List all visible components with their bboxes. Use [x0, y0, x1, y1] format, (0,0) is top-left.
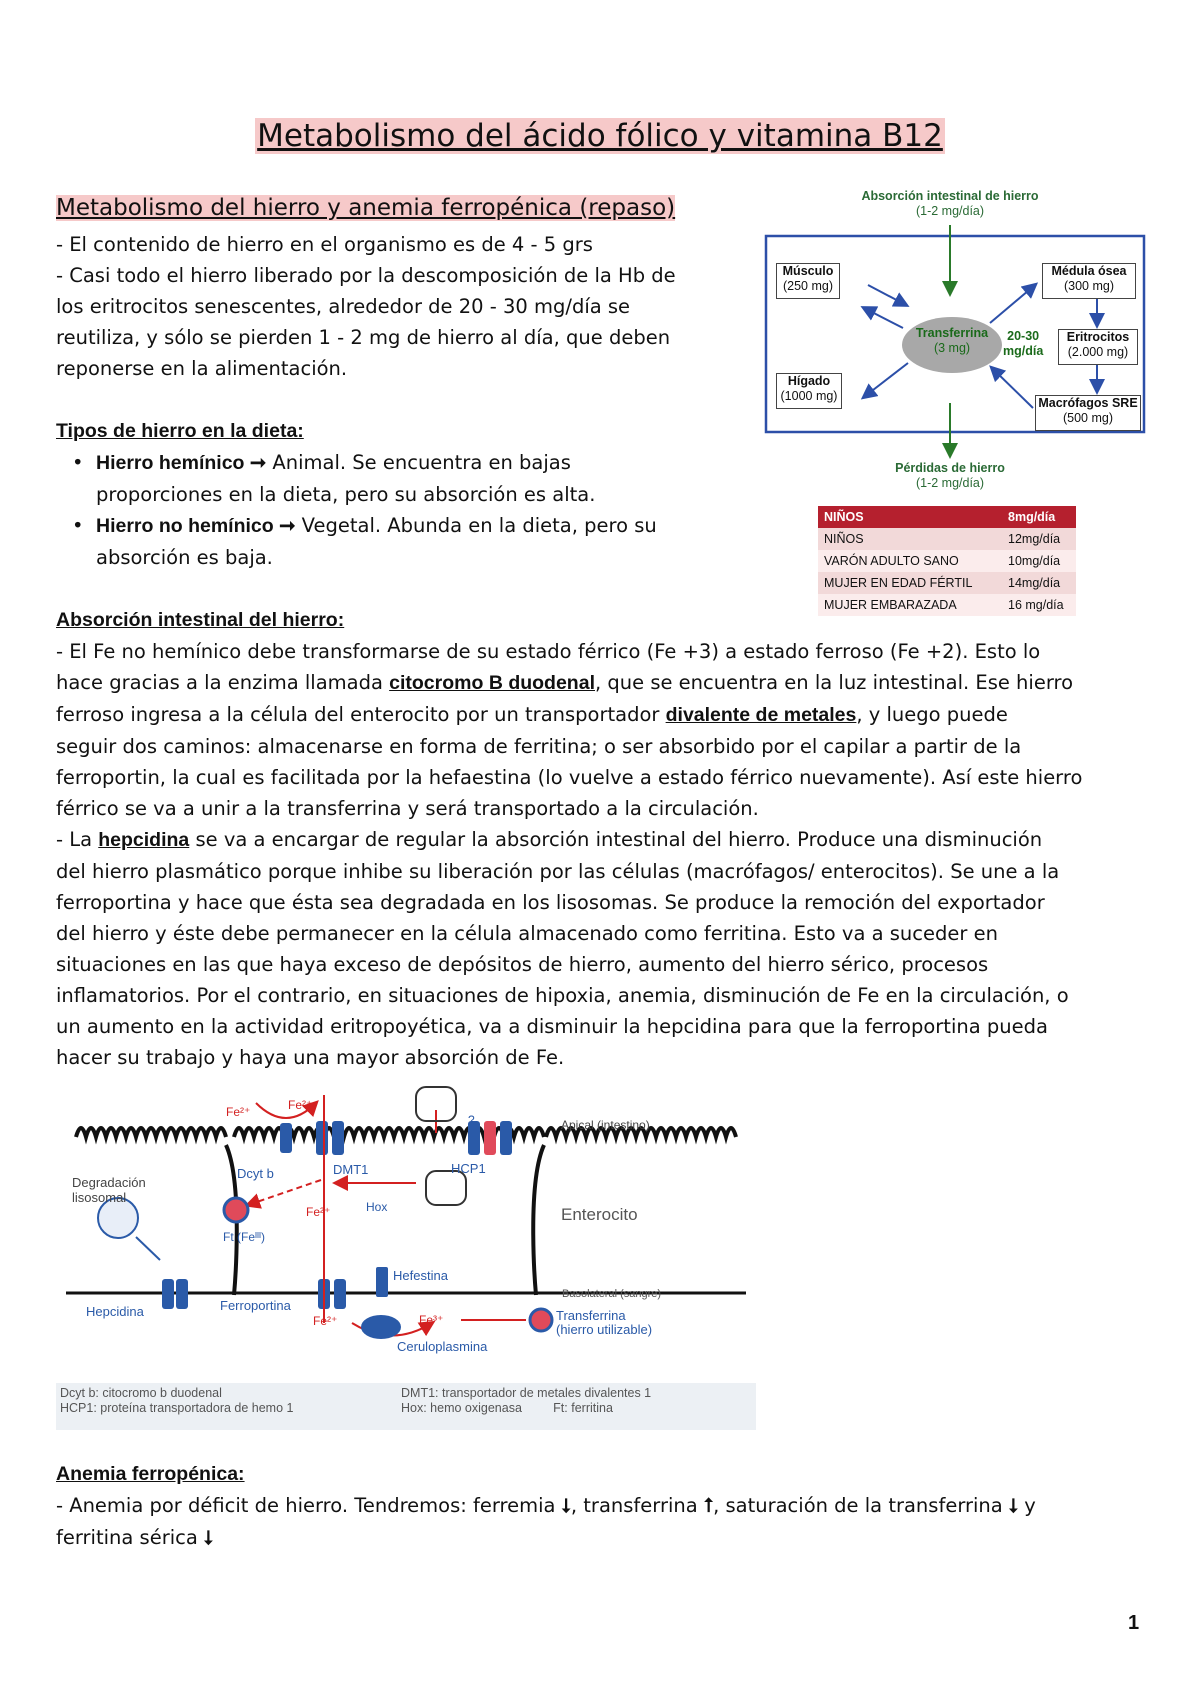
text-run: hace gracias a la enzima llamada [56, 671, 390, 694]
box-label: Hígado [787, 374, 831, 388]
absorcion-section [56, 604, 1166, 1073]
paragraph-line: reutiliza, y sólo se pierden 1 - 2 mg de hierro al día, que deben [56, 326, 671, 349]
basolateral-label: Basolateral (sangre) [562, 1288, 662, 1300]
down-arrow-icon: ⭣ [561, 1495, 571, 1517]
text-run: ferroso ingresa a la célula del enterocito por un transportador [56, 703, 666, 726]
table-row [818, 550, 1076, 572]
degradation-text: Degradación [72, 1175, 146, 1190]
transferrin-label [556, 1309, 652, 1337]
text-run: , que se encuentra en la luz intestinal. Ese hierro [595, 671, 1074, 694]
node-label: Transferrina [915, 326, 989, 340]
iron-cycle-diagram [760, 183, 1150, 493]
item-bold: Hierro no hemínico ➞ [96, 515, 296, 537]
legend-item: HCP1: proteína transportadora de hemo 1 [60, 1401, 294, 1415]
ceruloplasmin-label: Ceruloplasmina [397, 1339, 488, 1354]
table-cell: 10mg/día [1008, 554, 1061, 568]
text-run: - La [56, 828, 99, 851]
ferritin-label: Ft (Feᴵᴵᴵ) [223, 1230, 266, 1244]
rate-unit: mg/día [1003, 344, 1044, 358]
paragraph-line: seguir dos caminos: almacenarse en forma de ferritina; o ser absorbido por el capilar a partir de la [56, 735, 1022, 758]
tipos-heading: Tipos de hierro en la dieta: [56, 420, 304, 442]
box-value: (2.000 mg) [1067, 345, 1129, 359]
enterocyte-diagram [56, 1075, 756, 1430]
paragraph-line: situaciones en las que haya exceso de depósitos de hierro, aumento del hierro sérico, procesos [56, 953, 989, 976]
bold-term: citocromo B duodenal [389, 672, 595, 694]
iron-needs-table [818, 506, 1076, 616]
absorption-label [840, 189, 1060, 219]
legend-right [401, 1386, 756, 1416]
bold-term: divalente de metales [665, 704, 857, 726]
legend-item: Hox: hemo oxigenasa [401, 1401, 522, 1415]
losses-label [860, 461, 1040, 491]
table-row [818, 594, 1076, 616]
paragraph-line: ferroportin, la cual es facilitada por la hefaestina (lo vuelve a estado férrico nuevamente). Así este hierro [56, 766, 1083, 789]
list-item-cont: proporciones en la dieta, pero su absorción es alta. [96, 483, 596, 506]
absorption-title: Absorción intestinal de hierro [861, 189, 1039, 203]
paragraph-line: inflamatorios. Por el contrario, en situaciones de hipoxia, anemia, disminución de Fe en la circulación, o [56, 984, 1069, 1007]
question-label: ? [468, 1113, 475, 1127]
macrofagos-box [1035, 395, 1141, 431]
table-cell: VARÓN ADULTO SANO [824, 554, 959, 568]
table-row [818, 506, 1076, 528]
paragraph-line [56, 699, 1166, 731]
absorption-sub: (1-2 mg/día) [915, 204, 985, 218]
paragraph-line: hacer su trabajo y haya una mayor absorción de Fe. [56, 1046, 565, 1069]
medula-box [1042, 263, 1136, 299]
down-arrow-icon: ⭣ [204, 1527, 214, 1549]
paragraph-line: reponerse en la alimentación. [56, 357, 348, 380]
table-cell: MUJER EN EDAD FÉRTIL [824, 576, 973, 590]
hox-label: Hox [366, 1200, 388, 1214]
box-label: Músculo [782, 264, 834, 278]
text-run: se va a encargar de regular la absorción intestinal del hierro. Produce una disminución [189, 828, 1043, 851]
list-item-cont: absorción es baja. [96, 546, 273, 569]
paragraph-line: los eritrocitos senescentes, alrededor de 20 - 30 mg/día se [56, 295, 631, 318]
fe2-label: Fe²⁺ [313, 1314, 338, 1328]
rate-value: 20-30 [1007, 329, 1040, 343]
table-cell: 8mg/día [1008, 510, 1056, 524]
table-row [818, 572, 1076, 594]
fe2-label: Fe²⁺ [288, 1098, 313, 1112]
paragraph-line: férrico se va a unir a la transferrina y será transportado a la circulación. [56, 797, 759, 820]
dcyt-label: Dcyt b [237, 1166, 274, 1181]
ferroportin-label: Ferroportina [220, 1298, 291, 1313]
tipos-section [56, 415, 756, 573]
text-run: , transferrina [570, 1494, 704, 1517]
paragraph-line: un aumento en la actividad eritropoyética, va a disminuir la hepcidina para que la ferroportina pueda [56, 1015, 1048, 1038]
text-run: - Anemia por déficit de hierro. Tendremos: ferremia [56, 1494, 562, 1517]
apical-label: Apical (intestino) [561, 1118, 650, 1132]
paragraph-line: - El Fe no hemínico debe transformarse de su estado férrico (Fe +3) a estado ferroso (Fe +2). Esto lo [56, 640, 1041, 663]
enterocyte-drawing [56, 1075, 756, 1430]
higado-box [776, 373, 842, 409]
item-text: Animal. Se encuentra en bajas [266, 451, 571, 474]
table-cell: NIÑOS [824, 532, 864, 546]
box-value: (300 mg) [1063, 279, 1115, 293]
text-run: , saturación de la transferrina [713, 1494, 1009, 1517]
paragraph-line: ferroportina y hace que ésta sea degradada en los lisosomas. Se produce la remoción del exportador [56, 891, 1045, 914]
section1-body [56, 229, 736, 384]
transferrin-text: Transferrina [556, 1308, 626, 1323]
hepcidin-label: Hepcidina [86, 1304, 144, 1319]
fe3-label: Fe³⁺ [419, 1313, 444, 1327]
paragraph-line: - Casi todo el hierro liberado por la descomposición de la Hb de [56, 264, 676, 287]
list-item [56, 447, 756, 479]
section-heading-hierro [56, 195, 675, 221]
text-run: , y luego puede [856, 703, 1008, 726]
legend-left [60, 1386, 390, 1416]
table [818, 506, 1076, 616]
box-value: (500 mg) [1062, 411, 1114, 425]
text-run: y [1018, 1494, 1036, 1517]
box-label: Macrófagos SRE [1038, 396, 1138, 410]
hephaestin-label: Hefestina [393, 1268, 448, 1283]
box-label: Eritrocitos [1066, 330, 1130, 344]
box-value: (250 mg) [782, 279, 834, 293]
node-value: (3 mg) [933, 341, 971, 355]
page-number: 1 [1128, 1612, 1140, 1634]
eritrocitos-box [1058, 329, 1138, 365]
losses-title: Pérdidas de hierro [895, 461, 1005, 475]
anemia-heading: Anemia ferropénica: [56, 1463, 245, 1485]
table-row [818, 528, 1076, 550]
item-bold: Hierro hemínico ➞ [96, 452, 267, 474]
paragraph-line [56, 824, 1166, 856]
degradation-label [72, 1175, 146, 1205]
rate-label [1003, 329, 1043, 359]
legend-item: DMT1: transportador de metales divalentes 1 [401, 1386, 652, 1400]
dmt1-label: DMT1 [333, 1162, 369, 1177]
absorcion-heading: Absorción intestinal del hierro: [56, 609, 345, 631]
page-title [0, 118, 1200, 154]
anemia-section [56, 1458, 1166, 1554]
transferrina-node [905, 326, 999, 356]
table-cell: 14mg/día [1008, 576, 1061, 590]
lysosomal-text: lisosomal [72, 1190, 127, 1205]
table-cell: 16 mg/día [1008, 598, 1064, 612]
paragraph-line: del hierro plasmático porque inhibe su liberación por las células (macrófagos/ enterocitos). Se une a la [56, 860, 1060, 883]
section-heading-text: Metabolismo del hierro y anemia ferropénica (repaso) [56, 195, 676, 221]
title-text: Metabolismo del ácido fólico y vitamina B12 [257, 118, 943, 154]
paragraph-line [56, 1522, 1166, 1554]
paragraph-line: - El contenido de hierro en el organismo es de 4 - 5 grs [56, 233, 593, 256]
transferrin-sub: (hierro utilizable) [556, 1322, 653, 1337]
list-item [56, 510, 756, 542]
down-arrow-icon: ⭣ [1008, 1495, 1019, 1517]
paragraph-line [56, 667, 1166, 699]
fe2-label: Fe²⁺ [226, 1105, 251, 1119]
up-arrow-icon: ⭡ [703, 1495, 714, 1517]
paragraph-line [56, 1490, 1166, 1522]
box-value: (1000 mg) [780, 389, 838, 403]
hcp1-label: HCP1 [451, 1161, 486, 1176]
enterocyte-label: Enterocito [561, 1205, 638, 1224]
table-cell: MUJER EMBARAZADA [824, 598, 957, 612]
table-cell: NIÑOS [824, 510, 864, 524]
fe2-label: Fe²⁺ [306, 1205, 331, 1219]
legend-item: Dcyt b: citocromo b duodenal [60, 1386, 222, 1400]
losses-sub: (1-2 mg/día) [915, 476, 985, 490]
paragraph-line: del hierro y éste debe permanecer en la célula almacenado como ferritina. Esto va a suceder en [56, 922, 998, 945]
bold-term: hepcidina [98, 829, 190, 851]
legend-item: Ft: ferritina [553, 1401, 613, 1415]
item-text: Vegetal. Abunda en la dieta, pero su [295, 514, 657, 537]
text-run: ferritina sérica [56, 1526, 205, 1549]
table-cell: 12mg/día [1008, 532, 1061, 546]
box-label: Médula ósea [1051, 264, 1127, 278]
musculo-box [776, 263, 840, 299]
